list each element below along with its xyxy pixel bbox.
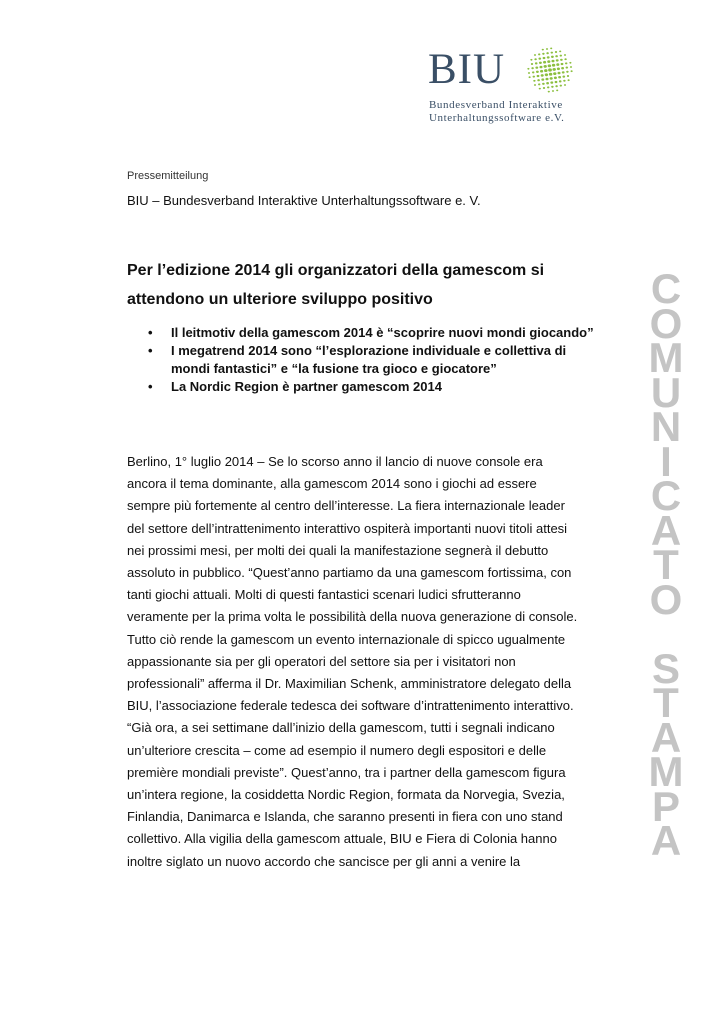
- globe-icon: [524, 46, 576, 94]
- globe-dot: [555, 51, 557, 53]
- globe-dot: [542, 53, 544, 55]
- globe-dot: [551, 52, 553, 54]
- body-line: sempre più fortemente al centro dell’interesse. La fiera internazionale leader: [127, 498, 565, 514]
- body-line: tanti giochi attuali. Molti di questi fantastici scenari ludici sfrutteranno: [127, 587, 521, 603]
- globe-dot: [544, 65, 547, 68]
- globe-dot: [570, 66, 572, 68]
- globe-dot: [529, 76, 531, 78]
- body-line: appassionante sia per gli operatori del settore sia per i visitatori non: [127, 653, 516, 669]
- globe-dot: [530, 59, 532, 61]
- globe-dot: [543, 61, 546, 64]
- globe-dot: [560, 59, 563, 61]
- globe-dot: [567, 75, 569, 77]
- globe-dot: [560, 85, 562, 87]
- globe-dot: [534, 84, 536, 86]
- globe-dot: [536, 71, 539, 73]
- headline: Per l’edizione 2014 gli organizzatori della gamescom si attendono un ulteriore sviluppo positivo: [127, 262, 545, 308]
- globe-dot: [558, 76, 561, 78]
- globe-dot: [559, 80, 562, 82]
- globe-dot: [545, 73, 548, 76]
- globe-dot: [566, 71, 568, 73]
- globe-dot: [532, 71, 534, 73]
- globe-dot: [548, 68, 552, 71]
- key-point: • Il leitmotiv della gamescom 2014 è “scoprire nuovi mondi giocando”: [148, 324, 600, 342]
- globe-dot: [563, 80, 565, 82]
- globe-dot: [549, 73, 552, 76]
- globe-dot: [542, 49, 544, 51]
- logo-subtitle-line-1: Bundesverband Interaktive: [429, 99, 563, 111]
- globe-dot: [562, 71, 565, 73]
- globe-dot: [545, 78, 548, 81]
- body-line: inoltre siglato un nuovo accordo che sancisce per gli anni a venire la: [127, 853, 521, 869]
- globe-dot: [538, 58, 541, 60]
- body-line: collettivo. Alla vigilia della gamescom attuale, BIU e Fiera di Colonia hanno: [127, 831, 557, 847]
- globe-dot: [533, 80, 535, 82]
- body-line: del settore dell’intrattenimento interattivo ospiterà importanti nuovi titoli attesi: [127, 520, 568, 536]
- globe-dot: [566, 67, 568, 69]
- globe-dot: [550, 77, 553, 80]
- globe-dot: [551, 86, 553, 88]
- globe-dot: [565, 62, 567, 64]
- body-line: ancora il tema dominante, alla gamescom 2014 sono i giochi ad essere: [127, 476, 537, 492]
- globe-dot: [528, 72, 530, 74]
- body-line: nei prossimi mesi, per molti dei quali la manifestazione segnerà il debutto: [127, 542, 549, 558]
- globe-dot: [551, 56, 554, 58]
- globe-dot: [555, 85, 557, 87]
- globe-dot: [538, 83, 540, 85]
- globe-dot: [548, 64, 551, 67]
- globe-dot: [557, 67, 560, 70]
- globe-dot: [550, 81, 553, 83]
- globe-dot: [568, 79, 570, 81]
- globe-dot: [548, 91, 550, 93]
- body-paragraph: [127, 451, 597, 873]
- organization-name: BIU – Bundesverband Interaktive Unterhaltungssoftware e. V.: [127, 193, 481, 208]
- globe-dot: [547, 60, 550, 63]
- body-line: veramente per la prima volta le possibilità della nuova generazione di console.: [127, 609, 578, 625]
- globe-dot: [543, 57, 546, 59]
- globe-dot: [537, 79, 540, 81]
- globe-dot: [541, 74, 544, 77]
- globe-dot: [551, 60, 554, 63]
- globe-dot: [554, 77, 557, 80]
- globe-dot: [564, 54, 566, 56]
- globe-dot: [564, 58, 566, 60]
- body-line: Finlandia, Danimarca e Islanda, che saranno presenti in fiera con uno stand: [127, 809, 563, 825]
- logo-subtitle-line-2: Unterhaltungssoftware e.V.: [429, 112, 565, 124]
- body-line: assoluto in pubblico. “Quest’anno partiamo da una gamescom fortissima, con: [127, 565, 572, 581]
- globe-dot: [562, 76, 565, 78]
- globe-dot: [541, 78, 544, 80]
- globe-dot: [555, 81, 558, 83]
- globe-dot: [533, 76, 535, 78]
- globe-dot: [547, 56, 550, 58]
- globe-dot: [534, 54, 536, 56]
- body-line: BIU, l’associazione federale tedesca dei software d’intrattenimento interattivo.: [127, 698, 574, 714]
- globe-dot: [537, 75, 540, 77]
- globe-dot: [555, 55, 558, 57]
- globe-dot: [538, 53, 540, 55]
- globe-dot: [569, 62, 571, 64]
- globe-dot: [547, 86, 549, 88]
- globe-dot: [539, 88, 541, 90]
- globe-dot: [546, 82, 549, 84]
- globe-dot: [559, 50, 561, 52]
- globe-dot: [531, 67, 533, 69]
- press-release-vertical-label: C O M U N I C A T O S T A M P A: [648, 265, 684, 864]
- body-line: Berlino, 1° luglio 2014 – Se lo scorso anno il lancio di nuove console era: [127, 454, 543, 469]
- globe-dot: [560, 55, 562, 57]
- globe-dot: [542, 83, 545, 85]
- globe-dot: [535, 66, 538, 68]
- body-line: un’intera regione, la cosiddetta Nordic Region, formata da Norvegia, Svezia,: [127, 787, 565, 803]
- body-line: “Già ora, a sei settimane dall’inizio della gamescom, tutti i segnali indicano: [127, 720, 555, 736]
- body-line: Tutto ciò rende la gamescom un evento internazionale di spicco ugualmente: [127, 631, 566, 647]
- globe-dot: [527, 68, 529, 70]
- body-line: professionali” afferma il Dr. Maximilian Schenk, amministratore delegato della: [127, 676, 572, 692]
- globe-dot: [534, 58, 536, 60]
- body-line: première mondiali previste”. Quest’anno, tra i partner della gamescom figura: [127, 764, 566, 780]
- globe-dot: [564, 84, 566, 86]
- globe-dot: [540, 70, 543, 73]
- globe-dot: [552, 90, 554, 92]
- globe-dot: [561, 67, 564, 69]
- globe-dot: [553, 72, 556, 75]
- key-point: • La Nordic Region è partner gamescom 2014: [148, 378, 600, 396]
- globe-dot: [556, 63, 559, 66]
- globe-dot: [546, 52, 548, 54]
- globe-dot: [552, 64, 555, 67]
- globe-dot: [550, 48, 552, 50]
- key-points-list: [148, 324, 600, 396]
- document-type-label: Pressemitteilung: [127, 170, 209, 182]
- globe-dot: [539, 62, 542, 64]
- globe-dot: [535, 62, 538, 64]
- globe-dot: [544, 69, 547, 72]
- globe-dot: [556, 59, 559, 61]
- body-line: un’ulteriore crescita – come ad esempio il numero degli espositori e delle: [127, 742, 547, 758]
- biu-logo: [428, 44, 608, 124]
- globe-dot: [546, 48, 548, 50]
- globe-dot: [552, 68, 555, 71]
- globe-dot: [531, 63, 533, 65]
- globe-dot: [556, 90, 558, 92]
- globe-dot: [539, 66, 542, 69]
- globe-dot: [561, 63, 564, 65]
- logo-wordmark: BIU: [428, 46, 506, 93]
- key-point: • I megatrend 2014 sono “l’esplorazione individuale e collettiva di mondi fantastici” e “la fusione tra gioco e giocatore”: [148, 342, 600, 378]
- globe-dot: [571, 70, 573, 72]
- globe-dot: [557, 72, 560, 75]
- globe-dot: [543, 87, 545, 89]
